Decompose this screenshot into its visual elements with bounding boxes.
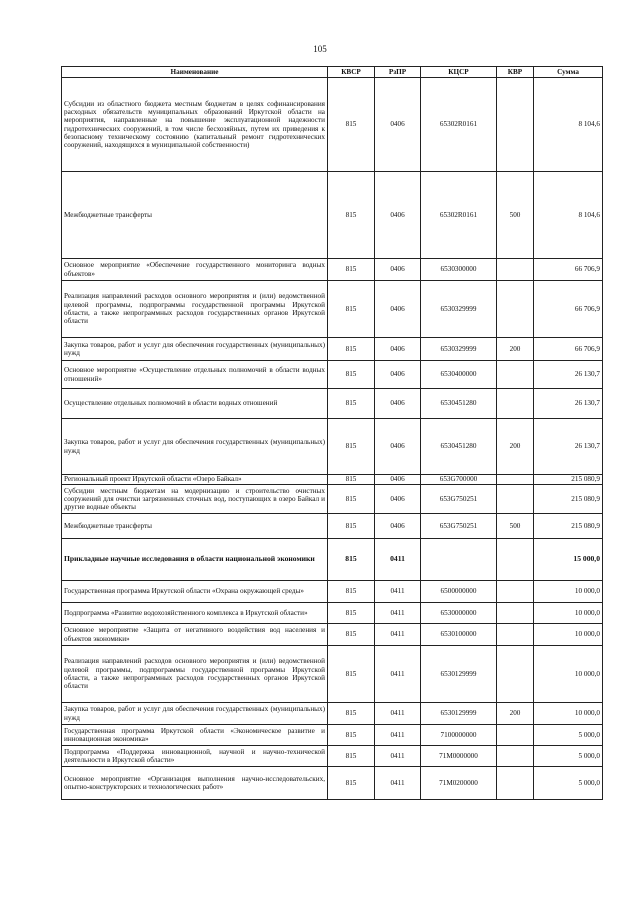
table-row [62,389,603,419]
cell-kcsr: 653G750251 [421,514,497,539]
cell-name: Закупка товаров, работ и услуг для обеспечения государственных (муниципальных) нужд [62,703,328,725]
cell-sum: 8 104,6 [534,78,603,172]
cell-kcsr [421,539,497,581]
cell-sum: 215 080,9 [534,475,603,485]
cell-kvsr: 815 [328,485,375,514]
cell-kvr [497,746,534,767]
cell-name: Основное мероприятие «Защита от негативного воздействия вод населения и объектов экономики» [62,624,328,646]
cell-rzpr: 0411 [375,646,421,703]
cell-sum: 26 130,7 [534,361,603,389]
cell-kvr [497,361,534,389]
cell-kvr [497,475,534,485]
cell-kvsr: 815 [328,259,375,281]
cell-name: Реализация направлений расходов основного мероприятия и (или) ведомственной целевой программы, подпрограммы государственной программы Иркутской области, а также непрограммных расходов государственных органов Иркутской области [62,281,328,338]
cell-kvsr: 815 [328,646,375,703]
cell-name: Субсидии из областного бюджета местным бюджетам в целях софинансирования расходных обязательств муниципальных образований Иркутской области на мероприятия, направленные на повышение эксплуатационной надежности гидротехнических сооружений, в том числе бесхозяйных, путем их приведения к безопасному техническому состоянию (капитальный ремонт гидротехнических сооружений, находящихся в муниципальной собственности) [62,78,328,172]
table-row [62,419,603,475]
cell-sum: 10 000,0 [534,646,603,703]
cell-name: Подпрограмма «Развитие водохозяйственного комплекса в Иркутской области» [62,603,328,624]
cell-rzpr: 0411 [375,725,421,746]
cell-kvsr: 815 [328,767,375,800]
cell-kvr [497,539,534,581]
cell-rzpr: 0406 [375,475,421,485]
table-row [62,78,603,172]
cell-sum: 10 000,0 [534,603,603,624]
cell-sum: 15 000,0 [534,539,603,581]
table-header-row [62,67,603,78]
cell-kcsr: 71М0200000 [421,767,497,800]
page-number: 105 [313,44,327,54]
cell-name: Субсидии местным бюджетам на модернизацию и строительство очистных сооружений для очистки загрязненных сточных вод, поступающих в озеро Байкал и другие водные объекты [62,485,328,514]
cell-kcsr: 6530451280 [421,419,497,475]
column-header-rzpr: РзПР [375,67,421,78]
cell-kcsr: 6530000000 [421,603,497,624]
cell-rzpr: 0411 [375,767,421,800]
cell-kvr [497,389,534,419]
cell-kvr: 200 [497,419,534,475]
cell-kvr: 200 [497,338,534,361]
table-row [62,485,603,514]
cell-kvr [497,624,534,646]
cell-kvsr: 815 [328,746,375,767]
cell-sum: 10 000,0 [534,624,603,646]
table-row [62,475,603,485]
column-header-kvr: КВР [497,67,534,78]
cell-name: Осуществление отдельных полномочий в области водных отношений [62,389,328,419]
cell-kvsr: 815 [328,624,375,646]
cell-rzpr: 0411 [375,539,421,581]
table-row [62,746,603,767]
cell-name: Закупка товаров, работ и услуг для обеспечения государственных (муниципальных) нужд [62,419,328,475]
cell-kcsr: 6530300000 [421,259,497,281]
cell-kvr [497,767,534,800]
table-row [62,338,603,361]
cell-name: Подпрограмма «Поддержка инновационной, научной и научно-технической деятельности в Иркутской области» [62,746,328,767]
table-row [62,767,603,800]
cell-kvsr: 815 [328,581,375,603]
cell-name: Прикладные научные исследования в области национальной экономики [62,539,328,581]
cell-rzpr: 0406 [375,259,421,281]
cell-kcsr: 65302R0161 [421,78,497,172]
cell-sum: 10 000,0 [534,703,603,725]
cell-name: Межбюджетные трансферты [62,172,328,259]
cell-kvr [497,259,534,281]
cell-kcsr: 7100000000 [421,725,497,746]
cell-kvsr: 815 [328,703,375,725]
cell-rzpr: 0406 [375,419,421,475]
table-row [62,281,603,338]
cell-kvr [497,725,534,746]
cell-rzpr: 0411 [375,703,421,725]
column-header-kvsr: КВСР [328,67,375,78]
cell-kcsr: 6530100000 [421,624,497,646]
cell-kvr: 200 [497,703,534,725]
table-row [62,361,603,389]
table-body [62,78,603,800]
cell-rzpr: 0411 [375,624,421,646]
table-row [62,172,603,259]
cell-sum: 66 706,9 [534,259,603,281]
cell-kcsr: 71М0000000 [421,746,497,767]
cell-kvsr: 815 [328,603,375,624]
cell-rzpr: 0411 [375,746,421,767]
budget-table [61,66,603,800]
table-row [62,703,603,725]
cell-kvr [497,78,534,172]
cell-kcsr: 653G700000 [421,475,497,485]
cell-rzpr: 0406 [375,78,421,172]
cell-kvr [497,581,534,603]
table-row [62,603,603,624]
cell-rzpr: 0406 [375,514,421,539]
cell-rzpr: 0406 [375,485,421,514]
cell-sum: 5 000,0 [534,767,603,800]
column-header-sum: Сумма [534,67,603,78]
table-row [62,259,603,281]
cell-kvr [497,646,534,703]
cell-sum: 8 104,6 [534,172,603,259]
cell-sum: 26 130,7 [534,389,603,419]
table-row [62,624,603,646]
cell-kvsr: 815 [328,475,375,485]
cell-kvr: 500 [497,514,534,539]
column-header-kcsr: КЦСР [421,67,497,78]
cell-name: Межбюджетные трансферты [62,514,328,539]
cell-sum: 66 706,9 [534,338,603,361]
cell-sum: 5 000,0 [534,725,603,746]
cell-name: Основное мероприятие «Осуществление отдельных полномочий в области водных отношений» [62,361,328,389]
cell-kcsr: 65302R0161 [421,172,497,259]
cell-kcsr: 6530129999 [421,646,497,703]
table-row [62,646,603,703]
cell-rzpr: 0406 [375,172,421,259]
cell-rzpr: 0406 [375,281,421,338]
cell-kvsr: 815 [328,172,375,259]
cell-kcsr: 6530400000 [421,361,497,389]
cell-kvsr: 815 [328,389,375,419]
cell-rzpr: 0406 [375,361,421,389]
cell-kvr [497,603,534,624]
cell-kcsr: 653G750251 [421,485,497,514]
cell-kvsr: 815 [328,361,375,389]
cell-kvsr: 815 [328,725,375,746]
cell-kvr: 500 [497,172,534,259]
cell-kvsr: 815 [328,539,375,581]
cell-name: Закупка товаров, работ и услуг для обеспечения государственных (муниципальных) нужд [62,338,328,361]
table-row [62,539,603,581]
cell-name: Государственная программа Иркутской области «Охрана окружающей среды» [62,581,328,603]
cell-kcsr: 6500000000 [421,581,497,603]
cell-name: Реализация направлений расходов основного мероприятия и (или) ведомственной целевой программы, подпрограммы государственной программы Иркутской области, а также непрограммных расходов государственных органов Иркутской области [62,646,328,703]
table-row [62,725,603,746]
cell-rzpr: 0411 [375,581,421,603]
cell-name: Государственная программа Иркутской области «Экономическое развитие и инновационная экономика» [62,725,328,746]
cell-kvsr: 815 [328,514,375,539]
cell-name: Региональный проект Иркутской области «Озеро Байкал» [62,475,328,485]
cell-kvr [497,485,534,514]
cell-sum: 215 080,9 [534,485,603,514]
cell-kvr [497,281,534,338]
cell-kvsr: 815 [328,338,375,361]
cell-kvsr: 815 [328,281,375,338]
cell-kcsr: 6530129999 [421,703,497,725]
column-header-name: Наименование [62,67,328,78]
table-row [62,581,603,603]
cell-kcsr: 6530451280 [421,389,497,419]
cell-sum: 5 000,0 [534,746,603,767]
cell-rzpr: 0411 [375,603,421,624]
cell-kvsr: 815 [328,419,375,475]
cell-kcsr: 6530329999 [421,281,497,338]
cell-sum: 10 000,0 [534,581,603,603]
cell-name: Основное мероприятие «Обеспечение государственного мониторинга водных объектов» [62,259,328,281]
cell-rzpr: 0406 [375,389,421,419]
table-row [62,514,603,539]
cell-rzpr: 0406 [375,338,421,361]
cell-sum: 66 706,9 [534,281,603,338]
cell-name: Основное мероприятие «Организация выполнения научно-исследовательских, опытно-конструкторских и технологических работ» [62,767,328,800]
cell-sum: 215 080,9 [534,514,603,539]
cell-kvsr: 815 [328,78,375,172]
cell-kcsr: 6530329999 [421,338,497,361]
cell-sum: 26 130,7 [534,419,603,475]
